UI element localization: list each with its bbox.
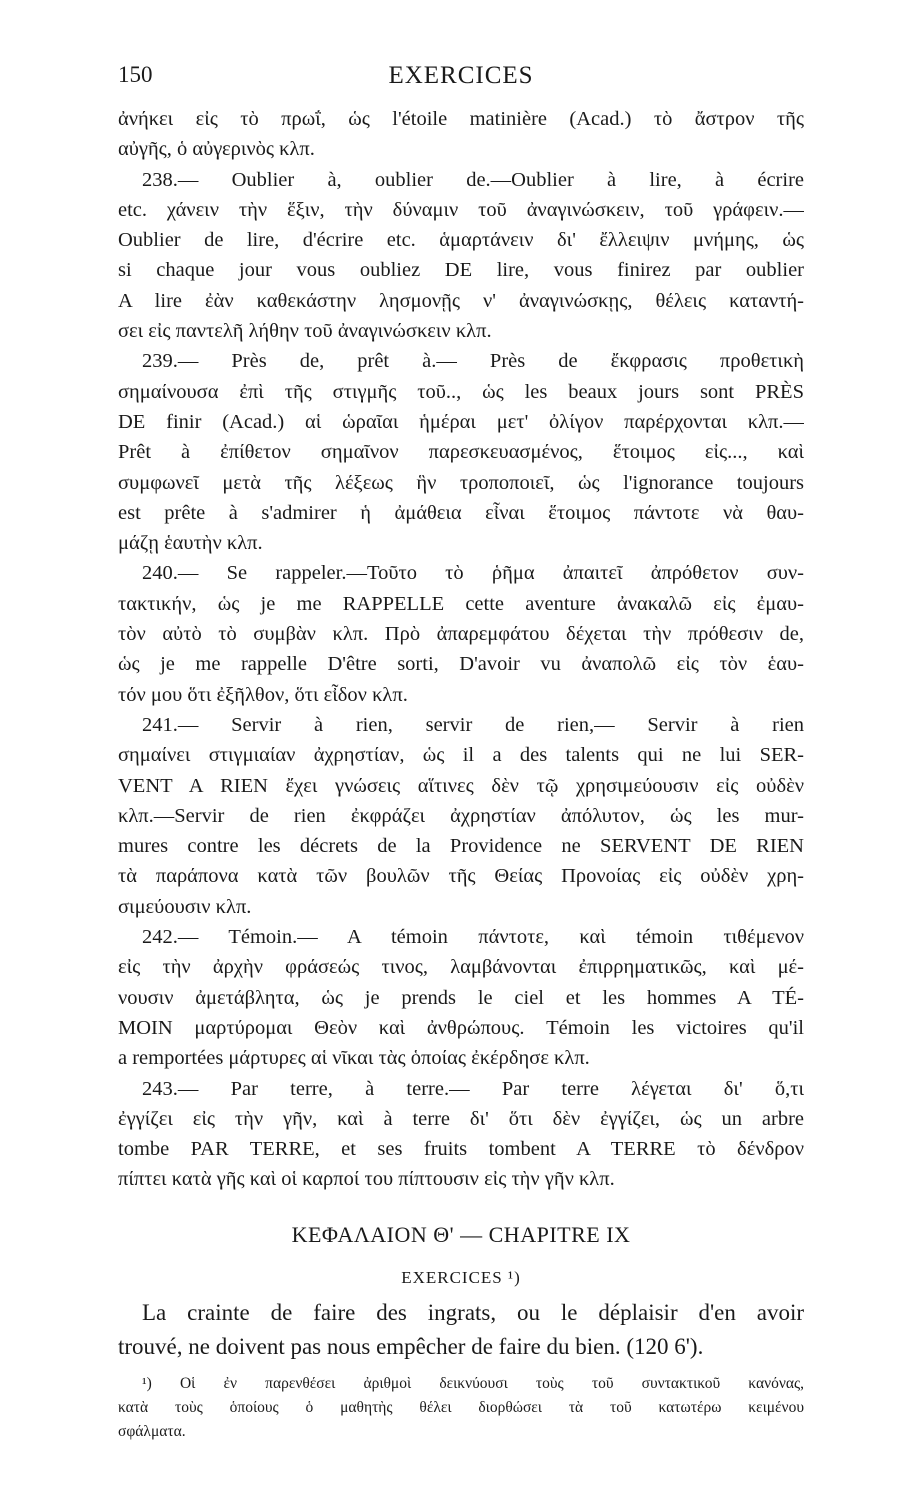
footnote-line: κατὰ τοὺς ὁποίους ὁ μαθητὴς θέλει διορθώσει τὰ τοῦ κατωτέρω κειμένου [118, 1399, 804, 1416]
text-line: 239.— Près de, prêt à.— Près de ἔκφρασις προθετικὴ [142, 350, 804, 373]
text-line: VENT A RIEN ἔχει γνώσεις αἵτινες δὲν τῷ χρησιμεύουσιν εἰς οὐδὲν [118, 774, 804, 797]
text-line: σει εἰς παντελῆ λήθην τοῦ ἀναγινώσκειν κλπ. [118, 320, 492, 343]
page-header [118, 62, 804, 96]
text-line: μάζῃ ἑαυτὴν κλπ. [118, 532, 263, 555]
text-line: 240.— Se rappeler.—Τοῦτο τὸ ῥῆμα ἀπαιτεῖ ἀπρόθετον συν- [142, 562, 804, 585]
text-line: Prêt à ἐπίθετον σημαῖνον παρεσκευασμένος, ἕτοιμος εἰς..., καὶ [118, 441, 804, 464]
text-line: κλπ.—Servir de rien ἐκφράζει ἀχρηστίαν ἀπόλυτον, ὡς les mur- [118, 804, 804, 827]
footnote [118, 1372, 804, 1444]
text-line: si chaque jour vous oubliez DE lire, vous finirez par oublier [118, 259, 804, 282]
text-line: mures contre les décrets de la Providence ne SERVENT DE RIEN [118, 835, 804, 858]
text-line: A lire ἐὰν καθεκάστην λησμονῇς ν' ἀναγινώσκῃς, θέλεις καταντή- [118, 289, 804, 312]
text-line: εἰς τὴν ἀρχὴν φράσεώς τινος, λαμβάνονται ἐπιρρηματικῶς, καὶ μέ- [118, 956, 804, 979]
text-line: συμφωνεῖ μετὰ τῆς λέξεως ἣν τροποποιεῖ, ὡς l'ignorance toujours [118, 471, 804, 494]
text-line: 238.— Oublier à, oublier de.—Oublier à lire, à écrire [142, 168, 804, 191]
text-line: MOIN μαρτύρομαι Θεὸν καὶ ἀνθρώπους. Témoin les victoires qu'il [118, 1016, 804, 1039]
text-line: ἀνήκει εἰς τὸ πρωΐ, ὡς l'étoile matinière (Acad.) τὸ ἄστρον τῆς [118, 108, 804, 130]
chapter-heading: ΚΕΦΑΛΑΙΟΝ Θ' — CHAPITRE IX [291, 1222, 631, 1247]
exercise-line: trouvé, ne doivent pas nous empêcher de faire du bien. (120 6'). [118, 1334, 704, 1359]
running-title: EXERCICES [388, 62, 534, 89]
footnote-line: σφάλματα. [118, 1423, 186, 1440]
chapter-subheading: EXERCICES ¹) [401, 1268, 521, 1287]
text-line: a remportées μάρτυρες αἱ νῖκαι τὰς ὁποίας ἐκέρδησε κλπ. [118, 1047, 590, 1070]
exercise-text [118, 1296, 804, 1364]
text-line: πίπτει κατὰ γῆς καὶ οἱ καρποί του πίπτουσιν εἰς τὴν γῆν κλπ. [118, 1168, 615, 1191]
exercise-line: La crainte de faire des ingrats, ou le déplaisir d'en avoir [142, 1300, 804, 1325]
text-line: τὸν αὐτὸ τὸ συμβὰν κλπ. Πρὸ ἀπαρεμφάτου δέχεται τὴν πρόθεσιν de, [118, 623, 804, 646]
text-line: tombe PAR TERRE, et ses fruits tombent A TERRE τὸ δένδρον [118, 1138, 804, 1161]
text-line: σιμεύουσιν κλπ. [118, 895, 252, 918]
text-line: ἐγγίζει εἰς τὴν γῆν, καὶ à terre δι' ὅτι δὲν ἐγγίζει, ὡς un arbre [118, 1107, 804, 1130]
text-line: τακτικήν, ὡς je me RAPPELLE cette aventure ἀνακαλῶ εἰς ἐμαυ- [118, 592, 804, 615]
text-line: etc. χάνειν τὴν ἕξιν, τὴν δύναμιν τοῦ ἀναγινώσκειν, τοῦ γράφειν.— [118, 198, 804, 221]
text-line: DE finir (Acad.) αἱ ὡραῖαι ἡμέραι μετ' ὀλίγον παρέρχονται κλπ.— [118, 410, 804, 433]
text-line: Oublier de lire, d'écrire etc. ἁμαρτάνειν δι' ἔλλειψιν μνήμης, ὡς [118, 229, 804, 252]
page-number: 150 [118, 62, 153, 87]
text-line: τόν μου ὅτι ἐξῆλθον, ὅτι εἶδον κλπ. [118, 683, 408, 706]
text-line: 241.— Servir à rien, servir de rien,— Servir à rien [142, 713, 804, 736]
footnote-line: ¹) Οἱ ἐν παρενθέσει ἀριθμοὶ δεικνύουσι τοὺς τοῦ συντακτικοῦ κανόνας, [142, 1375, 804, 1392]
text-line: τὰ παράπονα κατὰ τῶν βουλῶν τῆς Θείας Προνοίας εἰς οὐδὲν χρη- [118, 865, 804, 888]
text-line: σημαίνουσα ἐπὶ τῆς στιγμῆς τοῦ.., ὡς les beaux jours sont PRÈS [118, 380, 804, 403]
text-line: 242.— Témoin.— A témoin πάντοτε, καὶ témoin τιθέμενον [142, 926, 804, 949]
text-line: νουσιν ἀμετάβλητα, ὡς je prends le ciel et les hommes A TÉ- [118, 986, 804, 1009]
text-line: 243.— Par terre, à terre.— Par terre λέγεται δι' ὅ,τι [142, 1077, 804, 1100]
text-line: ὡς je me rappelle D'être sorti, D'avoir vu ἀναπολῶ εἰς τὸν ἑαυ- [118, 653, 804, 676]
text-line: σημαίνει στιγμιαίαν ἀχρηστίαν, ὡς il a des talents qui ne lui SER- [118, 744, 804, 767]
text-line: est prête à s'admirer ἡ ἀμάθεια εἶναι ἕτοιμος πάντοτε νὰ θαυ- [118, 501, 804, 524]
main-text [118, 104, 804, 1195]
text-line: αὐγῆς, ὁ αὐγερινὸς κλπ. [118, 138, 315, 161]
